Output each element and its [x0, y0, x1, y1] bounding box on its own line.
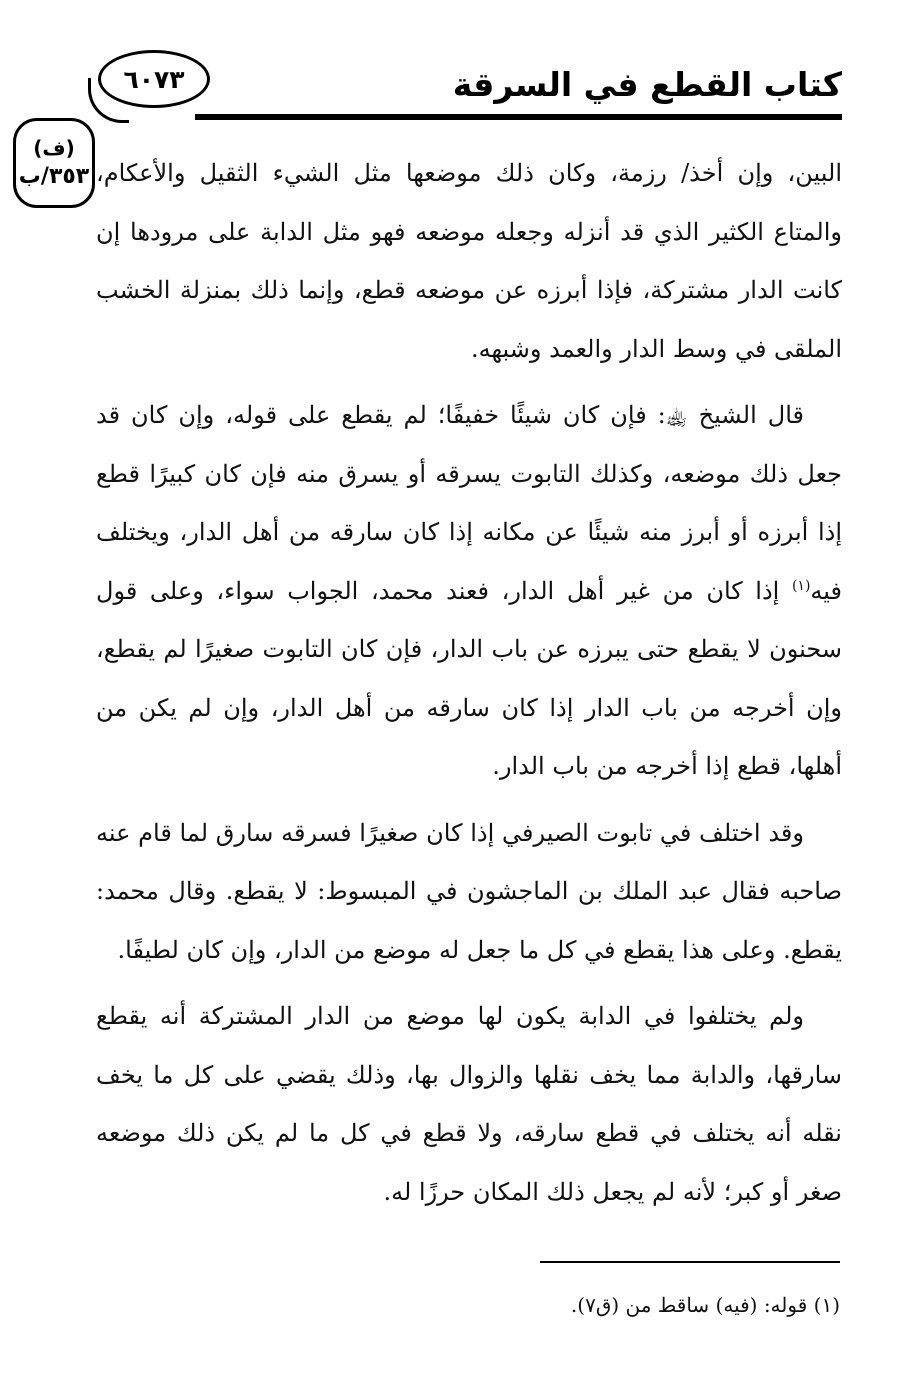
main-text: [96, 144, 842, 1221]
page-number-oval: [98, 50, 210, 108]
paragraph-1: البين، وإن أخذ/ رزمة، وكان ذلك موضعها مثل الشيء الثقيل والأعكام، والمتاع الكثير الذي قد أنزله وجعله موضعه فهو مثل الدابة على مرودها إن كانت الدار مشتركة، فإذا أبرزه عن موضعه قطع، وإنما ذلك بمنزلة الخشب الملقى في وسط الدار والعمد وشبهه.: [96, 159, 842, 363]
footnote-1: (١) قوله: (فيه) ساقط من (ق٧).: [570, 1293, 840, 1317]
margin-ref-siglum: (ف): [33, 136, 75, 160]
page-number: ٦٠٧٣: [123, 64, 185, 94]
paragraph-3: وقد اختلف في تابوت الصيرفي إذا كان صغيرًا فسرقه سارق لما قام عنه صاحبه فقال عبد الملك بن الماجشون في المبسوط: لا يقطع. وقال محمد: يقطع. وعلى هذا يقطع في كل ما جعل له موضع من الدار، وإن كان لطيفًا.: [96, 818, 842, 964]
running-header-title: كتاب القطع في السرقة: [452, 65, 842, 104]
margin-ref-folio: ٣٥٣/ب: [18, 164, 90, 189]
paragraph-4: ولم يختلفوا في الدابة يكون لها موضع من الدار المشتركة أنه يقطع سارقها، والدابة مما يخف نقلها والزوال بها، وذلك يقضي على كل ما يخف نقله أنه يختلف في قطع سارقه، ولا قطع في كل ما لم يكن ذلك موضعه صغر أو كبر؛ لأنه لم يجعل ذلك المكان حرزًا له.: [96, 1002, 842, 1206]
margin-manuscript-reference: [13, 118, 95, 208]
paragraph-2: [96, 386, 842, 796]
footnote-separator: [540, 1261, 840, 1263]
paragraph-2-part-b: إذا كان من غير أهل الدار، فعند محمد، الجواب سواء، وعلى قول سحنون لا يقطع حتى يبرزه عن باب الدار، فإن كان التابوت صغيرًا لم يقطع، وإن أخرجه من باب الدار إذا كان سارقه من أهل الدار، وإن لم يكن من أهلها، قطع إذا أخرجه من باب الدار.: [96, 576, 842, 780]
paragraph-2-part-a: قال الشيخ ﵀: فإن كان شيئًا خفيفًا؛ لم يقطع على قوله، وإن كان قد جعل ذلك موضعه، وكذلك التابوت يسرقه أو يسرق منه فإن كان كبيرًا قطع إذا أبرزه أو أبرز منه شيئًا عن مكانه إذا كان سارقه من أهل الدار، ويختلف فيه: [96, 401, 843, 605]
footnote-reference[interactable]: (١): [791, 577, 811, 594]
header-rule: [195, 114, 842, 120]
